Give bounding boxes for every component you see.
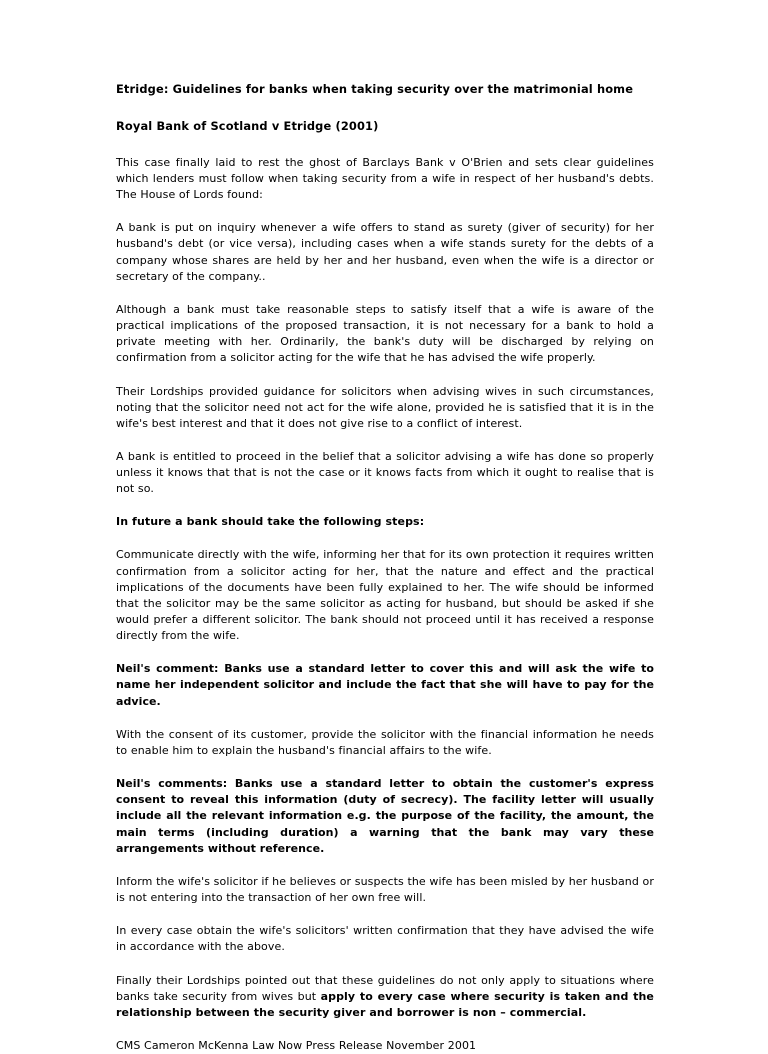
paragraph-consent-customer: With the consent of its customer, provide the solicitor with the financial information he needs to enable him to explain the husband's financial affairs to the wife. xyxy=(116,727,654,757)
paragraph-inquiry: A bank is put on inquiry whenever a wife offers to stand as surety (giver of security) for her husband's debt (or vice versa), including cases when a wife stands surety for the debts of a company whose shares are held by her and her husband, even when the wife is a director or secretary of the company.. xyxy=(116,221,654,283)
paragraph-inform-solicitor: Inform the wife's solicitor if he believes or suspects the wife has been misled by her husband or is not entering into the transaction of her own free will. xyxy=(116,874,654,905)
paragraph-written-confirmation: In every case obtain the wife's solicitors' written confirmation that they have advised the wife in accordance with the above. xyxy=(116,924,654,954)
paragraph-intro: This case finally laid to rest the ghost of Barclays Bank v O'Brien and sets clear guidelines which lenders must follow when taking security from a wife in respect of her husband's debts. The House of Lords found: xyxy=(116,155,654,202)
final-paragraph-lead: Finally their Lordships pointed out that these guidelines do not only apply to situations where banks take security from wives but xyxy=(116,973,654,1003)
source-line: CMS Cameron McKenna Law Now Press Release November 2001 xyxy=(116,1038,477,1052)
steps-heading: In future a bank should take the following steps: xyxy=(116,515,425,529)
paragraph-reasonable-steps: Although a bank must take reasonable steps to satisfy itself that a wife is aware of the practical implications of the proposed transaction, it is not necessary for a bank to hold a private meeting with her. Ordinarily, the bank's duty will be discharged by relying on confirmation from a solicitor acting for the wife that he has advised the wife properly. xyxy=(116,302,654,365)
paragraph-communicate: Communicate directly with the wife, informing her that for its own protection it requires written confirmation from a solicitor acting for her, that the nature and effect and the practical implications of the documents have been fully explained to her. The wife should be informed that the solicitor may be the same solicitor as acting for husband, but should be asked if she would prefer a different solicitor. The bank should not proceed until it has received a response directly from the wife. xyxy=(116,548,654,643)
paragraph-guidance-solicitors: Their Lordships provided guidance for solicitors when advising wives in such circumstances, noting that the solicitor need not act for the wife alone, provided he is satisfied that it is in the wife's best interest and that it does not give rise to a conflict of interest. xyxy=(116,384,654,430)
page-title: Etridge: Guidelines for banks when taking security over the matrimonial home xyxy=(116,82,634,96)
final-paragraph-emphasis: apply to every case where security is taken and the relationship between the security giver and borrower is non – commercial. xyxy=(116,989,654,1019)
document-body xyxy=(116,82,654,1054)
comment-neil-2: Neil's comments: Banks use a standard letter to obtain the customer's express consent to reveal this information (duty of secrecy). The facility letter will usually include all the relevant information e.g. the purpose of the facility, the amount, the main terms (including duration) a warning that the bank may vary these arrangements without reference. xyxy=(116,777,654,855)
paragraph-final xyxy=(116,973,654,1021)
case-subtitle: Royal Bank of Scotland v Etridge (2001) xyxy=(116,119,379,134)
paragraph-bank-entitled: A bank is entitled to proceed in the belief that a solicitor advising a wife has done so properly unless it knows that that is not the case or it knows facts from which it ought to realise that is not so. xyxy=(116,449,654,496)
comment-neil-1: Neil's comment: Banks use a standard letter to cover this and will ask the wife to name her independent solicitor and include the fact that she will have to pay for the advice. xyxy=(116,662,654,708)
